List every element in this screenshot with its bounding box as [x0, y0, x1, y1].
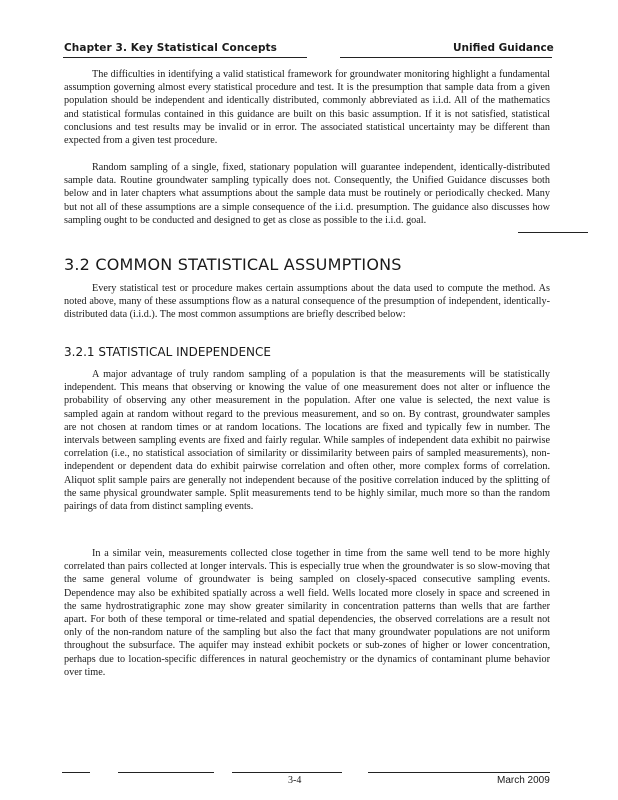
paragraph-text: In a similar vein, measurements collected close together in time from the same well tend to be more highly correlated than pairs collected at longer intervals. This is especially true when the groundwater is so slow-moving that the same general volume of groundwater is being sampled on closely-spaced consecutive sampling events. Dependence may also be exhibited spatially across a well field. Wells located more closely in space and screened in the same hydrostratigraphic zone may show greater similarity in concentration patterns than wells that are farther apart. For both of these temporal or time-related and spatial dependencies, the observed correlations are a result not only of the non-random nature of the sampling but also the fact that many groundwater populations are not uniform throughout the subsurface. The aquifer may instead exhibit pockets or sub-zones of higher or lower concentration, perhaps due to location-specific differences in natural geochemistry or the dynamics of contaminant plume behavior over time.	[64, 548, 550, 678]
paragraph-text: Every statistical test or procedure makes certain assumptions about the data used to compute the method. As noted above, many of these assumptions flow as a natural consequence of the presumption of independent, identically-distributed data (i.i.d.). The most common assumptions are briefly described below:	[64, 283, 550, 321]
footer-rule-1	[62, 772, 90, 773]
footer-rule-4	[368, 772, 550, 773]
footer-rule-3	[232, 772, 342, 773]
footer-date: March 2009	[497, 775, 550, 786]
subsection-heading: 3.2.1 STATISTICAL INDEPENDENCE	[64, 345, 271, 359]
footer-rule-2	[118, 772, 214, 773]
running-header-title: Unified Guidance	[453, 42, 554, 54]
paragraph-iid-assumption	[64, 68, 550, 147]
paragraph-text: The difficulties in identifying a valid statistical framework for groundwater monitoring highlight a fundamental assumption governing almost every statistical procedure and test. It is the presumption that sample data from a given population should be independent and identically distributed, commonly abbreviated as i.i.d. All of the mathematics and statistical formulas contained in this guidance are built on this basic assumption. If it is not satisfied, statistical conclusions and test results may be invalid or in error. The associated statistical uncertainty may be different than expected from a given test procedure.	[64, 69, 550, 147]
header-rule-right	[340, 57, 552, 58]
paragraph-text: A major advantage of truly random sampling of a population is that the measurements will be statistically independent. This means that observing or knowing the value of one measurement does not alter or influence the probability of observing any other measurement in the population. After one value is selected, the next value is sampled again at random without regard to the previous measurement, and so on. By contrast, groundwater samples are not chosen at random times or at random locations. The locations are fixed and typically few in number. The intervals between sampling events are fixed and fairly regular. While samples of independent data exhibit no pairwise correlation (i.e., no statistical association of similarity or dissimilarity between pairs of sampled measurements), non-independent or dependent data do exhibit pairwise correlation and often other, more complex forms of correlation. Aliquot split sample pairs are generally not independent because of the positive correlation induced by the splitting of the same physical groundwater sample. Split measurements tend to be highly similar, much more so than the random pairings of data from distinct sampling events.	[64, 369, 550, 513]
running-header-chapter: Chapter 3. Key Statistical Concepts	[64, 42, 278, 54]
paragraph-independence	[64, 368, 550, 513]
header-rule-left	[63, 57, 307, 58]
margin-rule	[518, 232, 588, 233]
paragraph-random-sampling	[64, 161, 550, 227]
page-number: 3-4	[288, 775, 302, 786]
paragraph-text: Random sampling of a single, fixed, stationary population will guarantee independent, identically-distributed sample data. Routine groundwater sampling typically does not. Consequently, the Unified Guidance discusses both below and in later chapters what assumptions about the sample data must be routinely or periodically checked. Many but not all of these assumptions are a simple consequence of the i.i.d. presumption. The guidance also discusses how sampling ought to be conducted and designed to get as close as possible to the i.i.d. goal.	[64, 162, 550, 226]
paragraph-temporal-spatial	[64, 547, 550, 679]
paragraph-assumptions-intro	[64, 282, 550, 322]
section-heading: 3.2 COMMON STATISTICAL ASSUMPTIONS	[64, 255, 402, 274]
